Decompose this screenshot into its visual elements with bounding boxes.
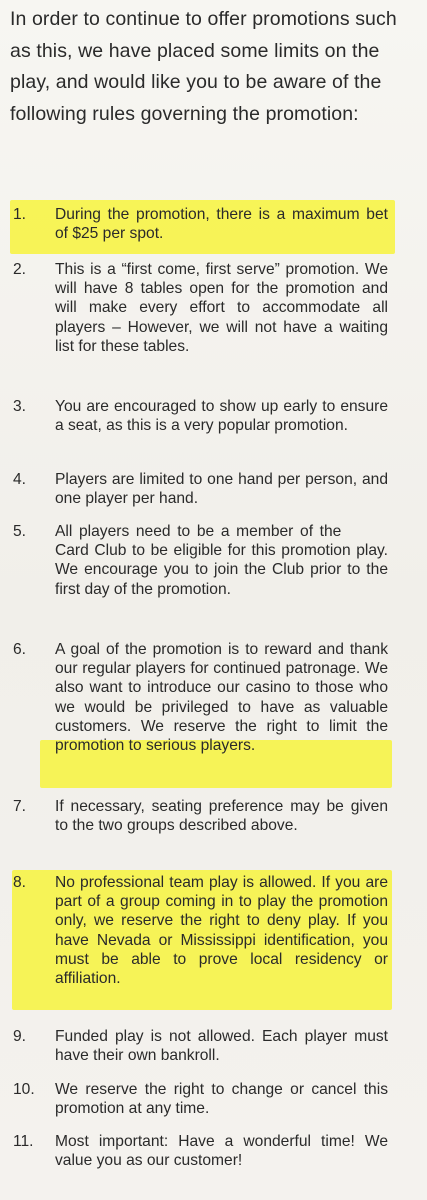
rule-text: This is a “first come, first serve” promotion. We will have 8 tables open for the promotion and will make every effort to accommodate all players – However, we will not have a waiting list for these tables. xyxy=(55,261,388,355)
rule-text: A goal of the promotion is to reward and thank our regular players for continued patronage. We also want to introduce our casino to those who we would be privileged to have as valuable customers. We reserve the right to limit the promotion to serious players. xyxy=(55,641,388,755)
rule-number: 11. xyxy=(13,1133,34,1150)
rule-number: 7. xyxy=(13,798,27,815)
rule-text: We reserve the right to change or cancel this promotion at any time. xyxy=(55,1081,388,1118)
rule-number: 2. xyxy=(13,261,27,278)
rule-number: 4. xyxy=(13,471,27,488)
rule-number: 6. xyxy=(13,641,27,658)
intro-paragraph: In order to continue to offer promotions such as this, we have placed some limits on the play, and would like you to be aware of the following rules governing the promotion: xyxy=(10,8,397,125)
rule-text-part: All players need to be a member of the xyxy=(55,523,342,540)
rule-text: Players are limited to one hand per person, and one player per hand. xyxy=(55,471,388,508)
rule-number: 3. xyxy=(13,398,27,415)
rule-number: 8. xyxy=(13,874,27,891)
rule-text: If necessary, seating preference may be given to the two groups described above. xyxy=(55,798,388,835)
rule-number: 10. xyxy=(13,1081,35,1098)
rule-number: 1. xyxy=(13,206,27,223)
rule-text: Funded play is not allowed. Each player must have their own bankroll. xyxy=(55,1028,388,1065)
rule-text-part: Card Club to be eligible for this promotion play. We encourage you to join the Club prior to the first day of the promotion. xyxy=(55,542,388,598)
rule-text: Most important: Have a wonderful time! We value you as our customer! xyxy=(55,1133,388,1170)
rule-text xyxy=(55,522,388,599)
rule-number: 5. xyxy=(13,523,27,540)
rule-text: No professional team play is allowed. If you are part of a group coming in to play the promotion only, we reserve the right to deny play. If you have Nevada or Mississippi identification, you must be able to prove local residency or affiliation. xyxy=(55,874,388,988)
rule-number: 9. xyxy=(13,1028,27,1045)
rule-text: During the promotion, there is a maximum bet of $25 per spot. xyxy=(55,206,388,243)
rule-text: You are encouraged to show up early to ensure a seat, as this is a very popular promotion. xyxy=(55,398,388,435)
